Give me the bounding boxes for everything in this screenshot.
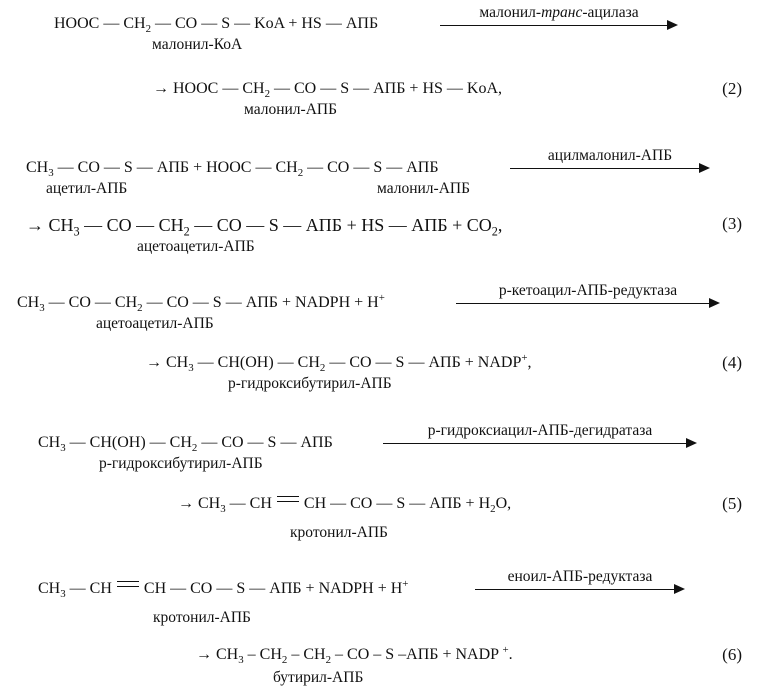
eq2-reactants: HOOC — $CH_2$ — CO — S — KoA + HS — АПБ <box>54 15 379 35</box>
eq4-number: (4) <box>722 353 742 372</box>
eq4-reactant-label: ацетоацетил-АПБ <box>96 315 214 332</box>
eq5-enzyme-label: р-гидроксиацил-АПБ-дегидратаза <box>427 422 653 439</box>
eq2-reactant-label: малонил-КоА <box>152 36 243 53</box>
eq5-reactants: $CH_3$ — CH(OH) — $CH_2$ — CO — S — АПБ <box>38 434 333 454</box>
arrow-head-icon <box>709 298 720 308</box>
eq4-reactants: $CH_3$ — CO — $CH_2$ — CO — S — АПБ + NADPH + H+ <box>17 292 385 314</box>
double-bond-icon <box>117 580 139 590</box>
eq3-reaction-arrow <box>510 147 710 171</box>
eq5-reaction-arrow <box>383 422 697 446</box>
eq6-enzyme-label: еноил-АПБ-редуктаза <box>507 568 653 585</box>
eq4-product-label: р-гидроксибутирил-АПБ <box>228 375 392 392</box>
eq3-product-label: ацетоацетил-АПБ <box>137 238 255 255</box>
eq6-products: → $CH_3 - CH_2 - CH_2$ – CO – S –АПБ + NADP +. <box>196 644 513 666</box>
eq5-reactant-label: р-гидроксибутирил-АПБ <box>99 455 263 472</box>
eq6-product-label: бутирил-АПБ <box>273 669 364 686</box>
arrow-head-icon <box>674 584 685 594</box>
arrow-head-icon <box>667 20 678 30</box>
eq3-reactant-label-2: малонил-АПБ <box>377 180 470 197</box>
eq3-reactants: $CH_3$ — CO — S — АПБ + HOOC — $CH_2$ — CO — S — АПБ <box>26 159 439 179</box>
eq3-products: → $CH_3$ — CO — $CH_2$ — CO — S — АПБ + HS — АПБ + $CO_2$, <box>26 215 503 239</box>
eq5-products: → $CH_3$ — CH CH — CO — S — АПБ + $H_2O$, <box>178 495 512 515</box>
eq2-reaction-arrow <box>440 4 678 28</box>
eq6-number: (6) <box>722 645 742 664</box>
eq4-products: → $CH_3$ — CH(OH) — $CH_2$ — CO — S — АПБ + NADP+, <box>146 352 532 374</box>
eq6-reactants: $CH_3$ — CH CH — CO — S — АПБ + NADPH + H+ <box>38 578 409 600</box>
eq6-reaction-arrow <box>475 568 685 592</box>
eq5-product-label: кротонил-АПБ <box>290 524 388 541</box>
arrow-head-icon <box>686 438 697 448</box>
eq4-enzyme-label: р-кетоацил-АПБ-редуктаза <box>498 282 678 299</box>
eq3-enzyme-label: ацилмалонил-АПБ <box>547 147 673 164</box>
eq2-number: (2) <box>722 79 742 98</box>
arrow-head-icon <box>699 163 710 173</box>
eq2-product-label: малонил-АПБ <box>244 101 337 118</box>
eq2-products: → HOOC — $CH_2$ — CO — S — АПБ + HS — KoA, <box>153 80 503 100</box>
double-bond-icon <box>277 495 299 505</box>
eq6-reactant-label: кротонил-АПБ <box>153 609 251 626</box>
eq3-reactant-label-1: ацетил-АПБ <box>46 180 128 197</box>
eq3-number: (3) <box>722 214 742 233</box>
eq2-enzyme-label: малонил-транс-ацилаза <box>479 4 639 21</box>
eq5-number: (5) <box>722 494 742 513</box>
eq4-reaction-arrow <box>456 282 720 306</box>
